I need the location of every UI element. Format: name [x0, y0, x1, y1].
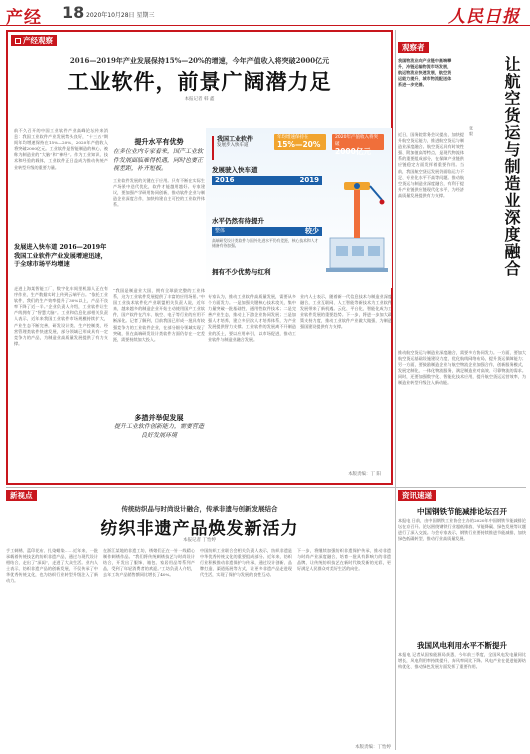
revenue-value: 2000亿元	[335, 147, 371, 156]
feature-subhead-2-title: 多措并举促发展	[134, 413, 184, 422]
issue-date: 2020年10月28日 星期三	[86, 12, 155, 19]
infographic-bar-1	[212, 176, 322, 185]
feature-article	[6, 30, 393, 485]
growth-rate-value: 15%—20%	[277, 140, 321, 149]
briefs-section-tag: 资讯速递	[398, 490, 436, 501]
brief-2-headline: 我国风电利用水平不断提升	[417, 641, 507, 650]
infographic-title-box	[212, 136, 270, 160]
revenue-stat	[332, 134, 384, 156]
feature-body-col3: 专家认为，推动工业软件高质量发展，需要从多个方面发力。一是加强关键核心技术攻关，集中力量突破一批基础性、通用性软件技术；二是完善产业生态，推动上下游企业协同发展；三是加强人才培养，建立多层次人才培养体系，为产业发展提供智力支撑。工业软件的发展离不开制造业的沃土，要以应用牵引，以市场促进，推动工业软件与制造业融合发展。	[208, 294, 296, 342]
brief-2-body: 本报电 记者从国家能源局获悉，今年前三季度，全国风电发电量同比增长，风电利用率持续提升，弃风率同比下降。风电产业在促进能源结构优化、推动绿色发展方面发挥了重要作用。	[398, 652, 526, 670]
column-divider	[395, 30, 396, 750]
textile-headline: 纺织非遗产品焕发新活力	[100, 519, 299, 539]
feature-headline: 工业软件，前景广阔潜力足	[67, 69, 332, 94]
pull-quote	[113, 138, 205, 174]
infographic-label-improve: 水平仍然有待提升	[212, 217, 264, 225]
feature-subhead: 发展进入快车道 2016—2019年我国工业软件产业发展增速迅速，于全球市场平均增速	[14, 244, 107, 269]
commentary-section-tag: 观察者	[398, 42, 429, 53]
factory-robot-icon	[326, 168, 388, 280]
feature-byline: 本报记者 韩 鑫	[184, 97, 215, 102]
feature-section-tag	[11, 35, 57, 46]
bar1-end-label: 2019	[299, 176, 319, 184]
infographic	[206, 128, 392, 288]
infographic-bar-2	[212, 227, 322, 236]
feature-editor-note: 本版责编：丁 阳	[348, 472, 381, 477]
commentary-body-2: 推动航空货运与制造业深度融合，需要多方协同发力。一方面，要加大航空货运基础设施建设力度，优化航线网络布局，提升货运保障能力；另一方面，要鼓励制造企业与航空物流企业加强合作，创新服务模式，发展定制化、一体化物流服务，满足制造业对高效、可靠物流的需求。同时，还要加强数字化、智能化技术应用，提升航空货运运营效率，为制造业转型升级注入新动能。	[398, 350, 526, 386]
commentary-headline: 让航空货运与制造业深度融合	[502, 56, 521, 277]
commentary-body-1: 近日，国务院常务会议提出，加快提升航空货运能力，推进航空货运与制造业深度融合。航空货运具有时效性强、附加值高等特点，是现代物流体系的重要组成部分，在保障产业链供应链稳定方面发挥着重要作用。当前，我国航空货运发展仍面临运力不足、专业化水平不高等问题。推动航空货运与制造业深度融合，有利于提升产业链供应链现代化水平，为经济高质量发展提供有力支撑。	[398, 132, 464, 198]
feature-body-col2: 工业软件发展的关键在于应用。只有不断在实际生产场景中迭代优化，软件才能越用越好。专家建议，要加强产学研用协同创新，推动软件企业与制造企业深度合作，加快构建自主可控的工业软件体系。	[113, 178, 205, 208]
textile-editor-note: 本版责编：丁怡婷	[355, 745, 391, 750]
textile-body-col4: 下一步，将继续加强纺织非遗保护传承，推动非遗与时尚产业深度融合，培育一批具有影响力的非遗品牌，让传统纺织技艺在新时代焕发新的光彩，更好满足人民群众对美好生活的向往。	[297, 548, 391, 572]
infographic-box-text: 发展步入快车道	[217, 143, 249, 148]
commentary-column	[398, 30, 526, 485]
textile-article	[6, 490, 393, 750]
pull-quote-title: 提升水平有优势	[134, 137, 184, 146]
bar1-start-label: 2016	[215, 176, 235, 184]
section-name: 产经	[6, 8, 42, 28]
feature-body-col2b: “我国是制造业大国，拥有全球最完整的工业体系，这为工业软件发展提供了丰富的应用场景。”中国工业技术软件化产业联盟相关负责人说，近年来，越来越多的制造企业开始主动使用国产工业软件，国产软件在汽车、航空、电子等行业的应用不断深化。记者了解到，目前我国已形成一批具有较强竞争力的工业软件企业，在部分细分领域实现了突破，但在高端研发设计类软件方面仍存在一定差距，需要持续加大投入。	[113, 288, 205, 342]
feature-subhead-2-text: 提升工业软件创新能力，需要营造良好发展环境	[113, 423, 204, 439]
infographic-caption: 高端研发设计类软件与国外先进水平仍有差距，核心技术和人才储备有待加强。	[212, 238, 319, 249]
infographic-label-advantages: 拥有不少优势与红利	[212, 268, 271, 276]
commentary-byline: 张 毅	[469, 126, 474, 136]
growth-rate-stat	[274, 134, 326, 150]
brief-1-headline: 中国钢铁节能减排论坛召开	[417, 507, 507, 516]
infographic-box-title: 我国工业软件	[217, 136, 254, 143]
page-number: 18	[62, 3, 85, 22]
textile-body-col3: 中国纺织工业联合会相关负责人表示，纺织非遗是中华优秀传统文化的重要组成部分。近年来，纺织行业积极推动非遗保护与传承，通过设计创新、品牌打造、渠道拓展等方式，让更多非遗产品走进现代生活，实现了保护与发展的良性互动。	[200, 548, 292, 578]
feature-kicker: 2016—2019年产业发展保持15%—20%的增速，今年产值收入将突破2000亿元	[69, 56, 330, 65]
news-briefs	[398, 490, 526, 750]
feature-body-col1b: 走进上海某智能工厂，数字化车间里机器人正在有序作业，生产数据实时上传到云端平台。“依托工业软件，我们的生产效率提升了30%以上，产品不良率下降了近一半。”企业负责人介绍，工业软件让生产线拥有了“智慧大脑”。工业和信息化部相关负责人表示，近年来我国工业软件市场规模持续扩大，产业生态不断完善，研发设计类、生产控制类、经营管理类软件快速发展，部分领域已形成具有一定竞争力的产品，为制造业高质量发展提供了有力支撑。	[14, 286, 108, 346]
pull-quote-text: 在多位业内专家看来，国产工业软件发展面临难得机遇，同时也要正视差距，补齐短板。	[113, 148, 204, 173]
textile-kicker: 传统纺织品与时尚设计融合，传承非遗与创新发展结合	[121, 505, 278, 513]
revenue-label: 2020年产值收入将突破	[335, 135, 378, 147]
feature-body-col4: 业内人士表示，随着新一代信息技术与制造业深度融合，工业互联网、人工智能等新技术为工业软件发展带来了新机遇。云化、平台化、智能化成为工业软件发展的重要趋势。下一步，将进一步加大政策支持力度，推动工业软件产业做大做强，为制造强国建设提供有力支撑。	[300, 294, 392, 330]
feature-tag-label: 产经观察	[23, 36, 53, 45]
section-divider	[6, 487, 526, 488]
textile-byline: 本报记者 丁怡婷	[183, 538, 216, 543]
bar2-end-label: 较少	[305, 227, 319, 235]
textile-body-col2: 在浙江某地的非遗工坊，绣娘们正在一针一线精心制作刺绣作品。“我们将传统刺绣技艺与时尚设计结合，开发出了服饰、箱包、家居用品等系列产品，受到了年轻消费者的欢迎。”工坊负责人介绍，去年工坊产品销售额同比增长了40%。	[103, 548, 195, 578]
infographic-stats	[274, 134, 386, 154]
brief-1-body: 本报电 日前，由中国钢铁工业协会主办的2020年中国钢铁节能减排论坛在京召开。论坛围绕钢铁行业超低排放、节能降碳、绿色发展等议题进行了深入交流。与会专家表示，钢铁行业要持续推进节能减排，加快绿色低碳转型，推动行业高质量发展。	[398, 518, 526, 542]
masthead	[0, 0, 530, 26]
newspaper-logo: 人民日报	[448, 7, 520, 27]
bar2-start-label: 整体	[215, 228, 226, 234]
commentary-intro: 我国物流业向产业链中高端攀升，冷链运输物流市场发展，航运物流业快速发展，航空货运能力提升，城市物流配送体系进一步完善。	[398, 58, 452, 88]
textile-section-tag: 新视点	[6, 490, 37, 501]
feature-subhead-2	[113, 414, 205, 440]
feature-body-col1: 前不久召开的中国工业软件产业高峰论坛传来消息：我国工业软件产业发展势头良好，“十三五”期间年均增速保持在15%—20%，2020年产值收入将突破2000亿元。工业软件是智能制造的核心，被称为制造业的“大脑”和“神经”。作为工业知识、技术和经验的载体，工业软件正日益成为推动传统产业转型升级的重要力量。	[14, 128, 108, 170]
growth-rate-label: 年均增速保持在	[277, 135, 309, 140]
section-tag-icon	[15, 38, 21, 44]
textile-body-col1: 手工刺绣、蓝印花布、扎染蜡染……近年来，一批承载着传统技艺的纺织非遗产品，通过与现代设计相结合，走出了“深闺”，走进了大众生活。业内人士表示，纺织非遗产品的创新发展，不仅传承了中华优秀传统文化，也为纺织行业转型升级注入了新动力。	[6, 548, 98, 584]
infographic-label-fast-lane: 发展驶入快车道	[212, 166, 258, 174]
